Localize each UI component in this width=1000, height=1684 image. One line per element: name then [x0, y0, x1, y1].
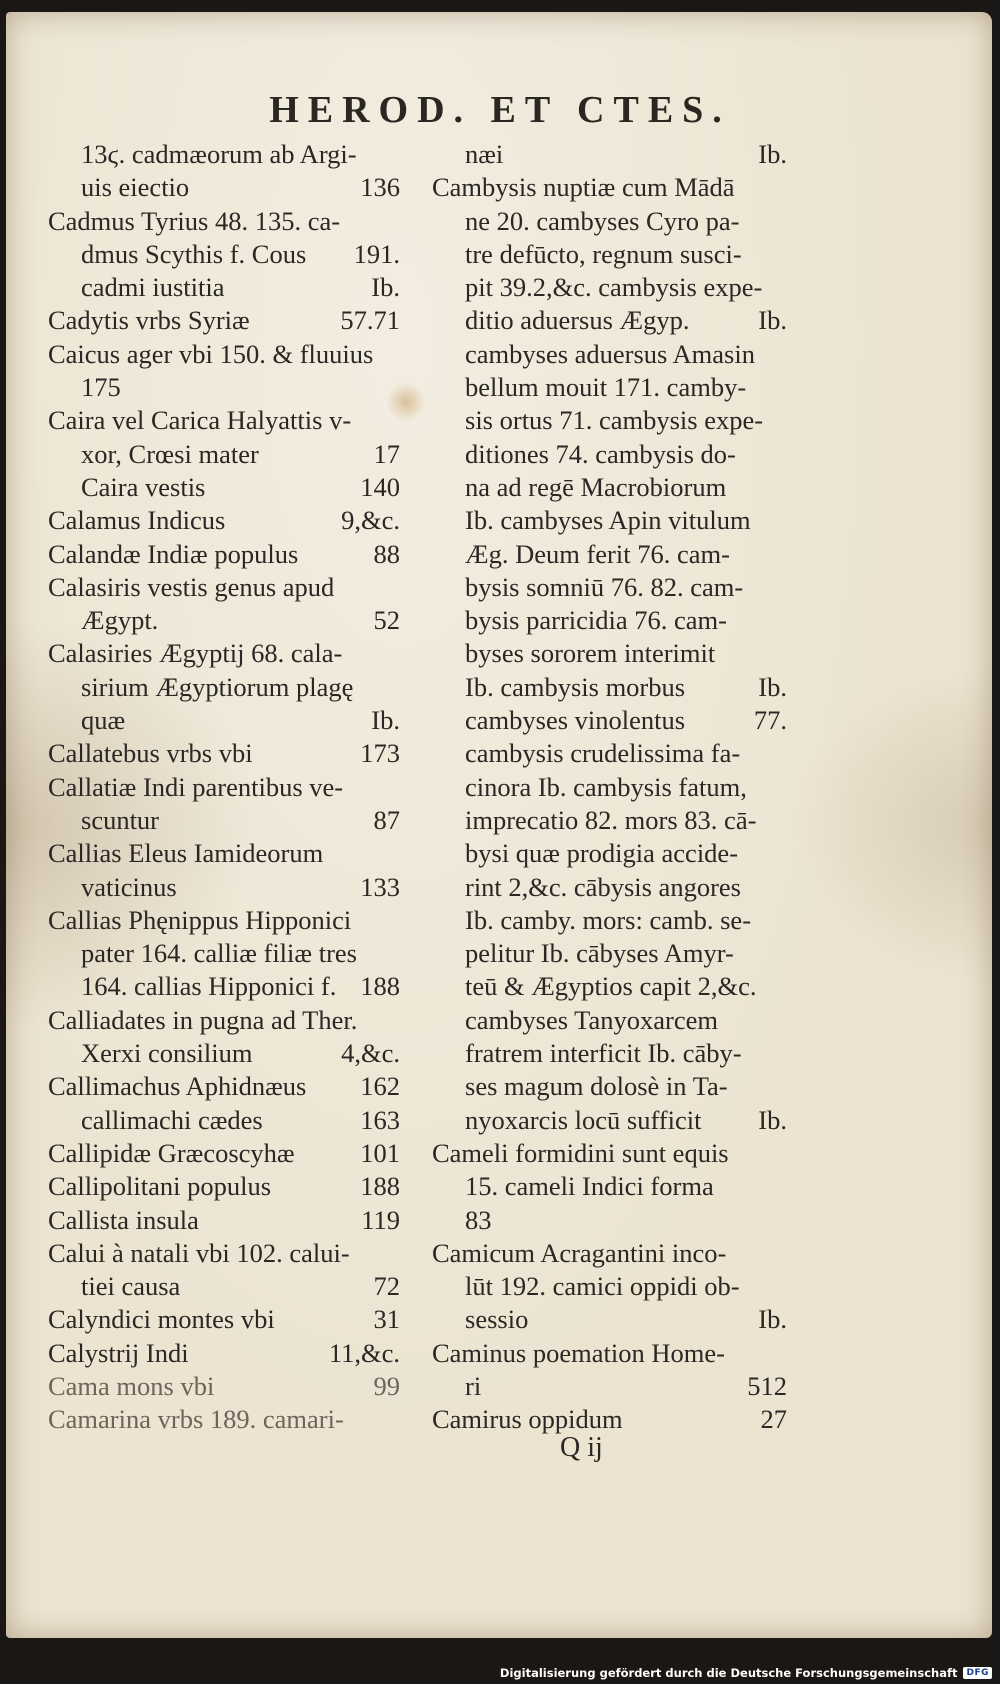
index-line	[432, 804, 787, 837]
index-line	[432, 904, 787, 937]
index-entry-text: 15. cameli Indici forma	[465, 1171, 714, 1202]
index-entry-text: Callimachus Aphidnæus	[48, 1071, 307, 1102]
index-entry-text: bysis parricidia 76. cam-	[465, 605, 727, 636]
index-line	[48, 404, 400, 437]
index-line	[432, 304, 787, 337]
index-line	[48, 1004, 400, 1037]
index-page-ref: 188	[360, 1171, 400, 1202]
index-page-ref: Ib.	[758, 305, 787, 336]
index-line	[432, 1303, 787, 1336]
index-page-ref: Ib.	[758, 671, 787, 702]
index-line	[48, 504, 400, 537]
index-page-ref: 173	[360, 738, 400, 769]
index-entry-text: Callias Eleus Iamideorum	[48, 838, 324, 869]
index-entry-text: cinora Ib. cambysis fatum,	[465, 771, 747, 802]
index-page-ref: 133	[360, 871, 400, 902]
index-entry-text: ri	[465, 1370, 482, 1401]
index-entry-text: Caminus poemation Home-	[432, 1337, 725, 1368]
index-line	[432, 338, 787, 371]
index-entry-text: Calystrij Indi	[48, 1337, 189, 1368]
index-page-ref: Ib.	[758, 1304, 787, 1335]
index-column-right	[432, 138, 787, 1437]
index-line	[432, 1270, 787, 1303]
index-entry-text: Callipidæ Græcoscyhæ	[48, 1137, 295, 1168]
index-line	[48, 1370, 400, 1403]
index-entry-text: imprecatio 82. mors 83. cā-	[465, 804, 757, 835]
index-line	[432, 771, 787, 804]
running-head: HEROD. ET CTES.	[269, 89, 731, 131]
index-page-ref: Ib.	[371, 272, 400, 303]
index-line	[48, 1170, 400, 1203]
index-entry-text: lūt 192. camici oppidi ob-	[465, 1271, 740, 1302]
index-line	[432, 1204, 787, 1237]
index-line	[48, 538, 400, 571]
index-entry-text: byses sororem interimit	[465, 638, 716, 669]
index-line	[48, 571, 400, 604]
index-entry-text: quæ	[81, 705, 126, 736]
index-page-ref: Ib.	[758, 1104, 787, 1135]
index-page-ref: Ib.	[758, 139, 787, 169]
index-line	[48, 1104, 400, 1137]
index-entry-text: Ib. camby. mors: camb. se-	[465, 904, 752, 935]
index-line	[48, 1337, 400, 1370]
index-line	[432, 238, 787, 271]
index-line	[48, 438, 400, 471]
index-entry-text: uis eiectio	[81, 172, 190, 203]
index-entry-text: pater 164. calliæ filiæ tres	[81, 938, 357, 969]
dfg-logo-icon: DFG	[963, 1667, 992, 1679]
index-line	[432, 637, 787, 670]
index-entry-text: teū & Ægyptios capit 2,&c.	[465, 971, 757, 1002]
index-line	[48, 1070, 400, 1103]
index-entry-text: cadmi iustitia	[81, 272, 225, 303]
index-line	[48, 1237, 400, 1270]
index-entry-text: Cameli formidini sunt equis	[432, 1137, 729, 1168]
index-entry-text: Cadytis vrbs Syriæ	[48, 305, 250, 336]
index-page-ref: 87	[373, 804, 400, 835]
index-entry-text: 175	[81, 372, 121, 403]
index-entry-text: Callatebus vrbs vbi	[48, 738, 253, 769]
index-line	[432, 737, 787, 770]
index-entry-text: Calyndici montes vbi	[48, 1304, 275, 1335]
index-entry-text: 164. callias Hipponici f.	[81, 971, 337, 1002]
index-page-ref: 72	[373, 1271, 400, 1302]
index-line	[432, 1237, 787, 1270]
index-entry-text: bellum mouit 171. camby-	[465, 372, 747, 403]
index-entry-text: Callista insula	[48, 1204, 199, 1235]
index-line	[432, 538, 787, 571]
index-line	[432, 1037, 787, 1070]
index-line	[432, 138, 787, 171]
index-entry-text: Callipolitani populus	[48, 1171, 272, 1202]
index-entry-text: Calamus Indicus	[48, 505, 226, 536]
index-line	[432, 1104, 787, 1137]
index-entry-text: Ib. cambyses Apin vitulum	[465, 505, 751, 536]
index-line	[48, 1137, 400, 1170]
index-line	[432, 404, 787, 437]
index-line	[432, 171, 787, 204]
index-entry-text: bysis somniū 76. 82. cam-	[465, 571, 744, 602]
index-column-left	[48, 138, 400, 1437]
index-entry-text: fratrem interficit Ib. cāby-	[465, 1038, 742, 1069]
index-line	[432, 704, 787, 737]
index-entry-text: 83	[465, 1204, 492, 1235]
index-page-ref: 88	[373, 538, 400, 569]
index-line	[48, 205, 400, 238]
index-line	[432, 1004, 787, 1037]
index-line	[48, 304, 400, 337]
index-page-ref: 188	[360, 971, 400, 1002]
index-line	[48, 138, 400, 171]
index-page-ref: 52	[373, 605, 400, 636]
index-line	[48, 338, 400, 371]
footer-credit: Digitalisierung gefördert durch die Deutsche Forschungsgemeinschaft	[499, 1666, 958, 1680]
index-line	[432, 1137, 787, 1170]
index-entry-text: 13ϛ. cadmæorum ab Argi-	[81, 139, 357, 169]
index-entry-text: vaticinus	[81, 871, 177, 902]
index-line	[432, 1337, 787, 1370]
index-entry-text: tre defūcto, regnum susci-	[465, 238, 742, 269]
index-page-ref: 11,&c.	[328, 1337, 400, 1368]
index-entry-text: sirium Ægyptiorum plagę	[81, 671, 354, 702]
index-entry-text: Cadmus Tyrius 48. 135. ca-	[48, 205, 341, 236]
index-page-ref: 512	[747, 1370, 787, 1401]
index-line	[48, 904, 400, 937]
index-page-ref: 99	[373, 1370, 400, 1401]
index-entry-text: Cambysis nuptiæ cum Mādā	[432, 172, 735, 203]
index-page-ref: 163	[360, 1104, 400, 1135]
index-entry-text: na ad regē Macrobiorum	[465, 471, 727, 502]
index-line	[48, 271, 400, 304]
index-entry-text: Caira vel Carica Halyattis v-	[48, 405, 352, 436]
index-page-ref: Ib.	[371, 705, 400, 736]
index-line	[432, 604, 787, 637]
index-line	[48, 804, 400, 837]
index-line	[432, 937, 787, 970]
index-page-ref: 9,&c.	[341, 505, 400, 536]
index-entry-text: Æg. Deum ferit 76. cam-	[465, 538, 730, 569]
index-entry-text: Xerxi consilium	[81, 1038, 253, 1069]
index-entry-text: nyoxarcis locū sufficit	[465, 1104, 702, 1135]
index-line	[48, 1037, 400, 1070]
index-line	[48, 238, 400, 271]
index-line	[48, 371, 400, 404]
index-line	[432, 1403, 787, 1436]
index-line	[432, 1370, 787, 1403]
index-line	[48, 837, 400, 870]
index-page-ref: 4,&c.	[341, 1038, 400, 1069]
index-entry-text: cambyses aduersus Amasin	[465, 338, 755, 369]
index-page-ref: 136	[360, 172, 400, 203]
index-line	[48, 771, 400, 804]
index-entry-text: ditio aduersus Ægyp.	[465, 305, 690, 336]
index-line	[432, 271, 787, 304]
index-entry-text: dmus Scythis f. Cous	[81, 238, 307, 269]
index-entry-text: Caicus ager vbi 150. & fluuius	[48, 338, 374, 369]
index-entry-text: Calasiries Ægyptij 68. cala-	[48, 638, 343, 669]
index-entry-text: Caira vestis	[81, 471, 206, 502]
index-line	[48, 737, 400, 770]
index-entry-text: Calasiris vestis genus apud	[48, 571, 335, 602]
index-entry-text: Camicum Acragantini inco-	[432, 1237, 727, 1268]
index-line	[48, 970, 400, 1003]
index-line	[48, 1204, 400, 1237]
index-entry-text: xor, Crœsi mater	[81, 438, 259, 469]
index-page-ref: 27	[760, 1404, 787, 1435]
index-entry-text: bysi quæ prodigia accide-	[465, 838, 739, 869]
index-line	[432, 371, 787, 404]
index-entry-text: callimachi cædes	[81, 1104, 263, 1135]
index-entry-text: sis ortus 71. cambysis expe-	[465, 405, 764, 436]
index-line	[432, 205, 787, 238]
index-entry-text: Ib. cambysis morbus	[465, 671, 686, 702]
index-line	[432, 438, 787, 471]
index-entry-text: cambyses Tanyoxarcem	[465, 1004, 718, 1035]
index-entry-text: sessio	[465, 1304, 529, 1335]
index-entry-text: pelitur Ib. cābyses Amyr-	[465, 938, 734, 969]
index-line	[432, 471, 787, 504]
index-entry-text: Calandæ Indiæ populus	[48, 538, 299, 569]
index-line	[48, 671, 400, 704]
index-page-ref: 101	[360, 1137, 400, 1168]
index-page-ref: 57.71	[340, 305, 400, 336]
index-line	[48, 1303, 400, 1336]
index-line	[432, 504, 787, 537]
index-line	[48, 871, 400, 904]
index-entry-text: Camarina vrbs 189. camari-	[48, 1404, 344, 1435]
index-entry-text: cambysis crudelissima fa-	[465, 738, 741, 769]
index-entry-text: scuntur	[81, 804, 160, 835]
index-entry-text: Calui à natali vbi 102. calui-	[48, 1237, 350, 1268]
index-page-ref: 191.	[353, 238, 400, 269]
index-entry-text: rint 2,&c. cābysis angores	[465, 871, 741, 902]
index-entry-text: ses magum dolosè in Ta-	[465, 1071, 728, 1102]
index-entry-text: Callias Phęnippus Hipponici	[48, 904, 352, 935]
index-entry-text: Calliadates in pugna ad Ther.	[48, 1004, 358, 1035]
index-entry-text: tiei causa	[81, 1271, 181, 1302]
index-page-ref: 17	[373, 438, 400, 469]
index-line	[432, 1170, 787, 1203]
index-line	[48, 604, 400, 637]
index-entry-text: næi	[465, 139, 504, 169]
index-page-ref: 77.	[753, 705, 787, 736]
index-line	[432, 1070, 787, 1103]
index-entry-text: Cama mons vbi	[48, 1370, 215, 1401]
index-line	[432, 837, 787, 870]
index-line	[48, 1270, 400, 1303]
index-line	[432, 871, 787, 904]
index-line	[48, 171, 400, 204]
index-entry-text: cambyses vinolentus	[465, 705, 686, 736]
signature-mark: Q ij	[560, 1432, 603, 1463]
index-entry-text: Callatiæ Indi parentibus ve-	[48, 771, 344, 802]
digitization-footer	[500, 1666, 992, 1680]
index-entry-text: Camirus oppidum	[432, 1404, 623, 1435]
index-page-ref: 162	[360, 1071, 400, 1102]
index-line	[48, 471, 400, 504]
index-page-ref: 140	[360, 471, 400, 502]
index-entry-text: ne 20. cambyses Cyro pa-	[465, 205, 740, 236]
index-line	[432, 970, 787, 1003]
index-page-ref: 119	[361, 1204, 400, 1235]
index-line	[432, 671, 787, 704]
index-line	[48, 637, 400, 670]
index-entry-text: ditiones 74. cambysis do-	[465, 438, 736, 469]
index-entry-text: Ægypt.	[81, 605, 159, 636]
index-page-ref: 31	[373, 1304, 400, 1335]
index-line	[48, 704, 400, 737]
index-line	[48, 937, 400, 970]
index-entry-text: pit 39.2,&c. cambysis expe-	[465, 272, 763, 303]
index-line	[48, 1403, 400, 1436]
index-line	[432, 571, 787, 604]
